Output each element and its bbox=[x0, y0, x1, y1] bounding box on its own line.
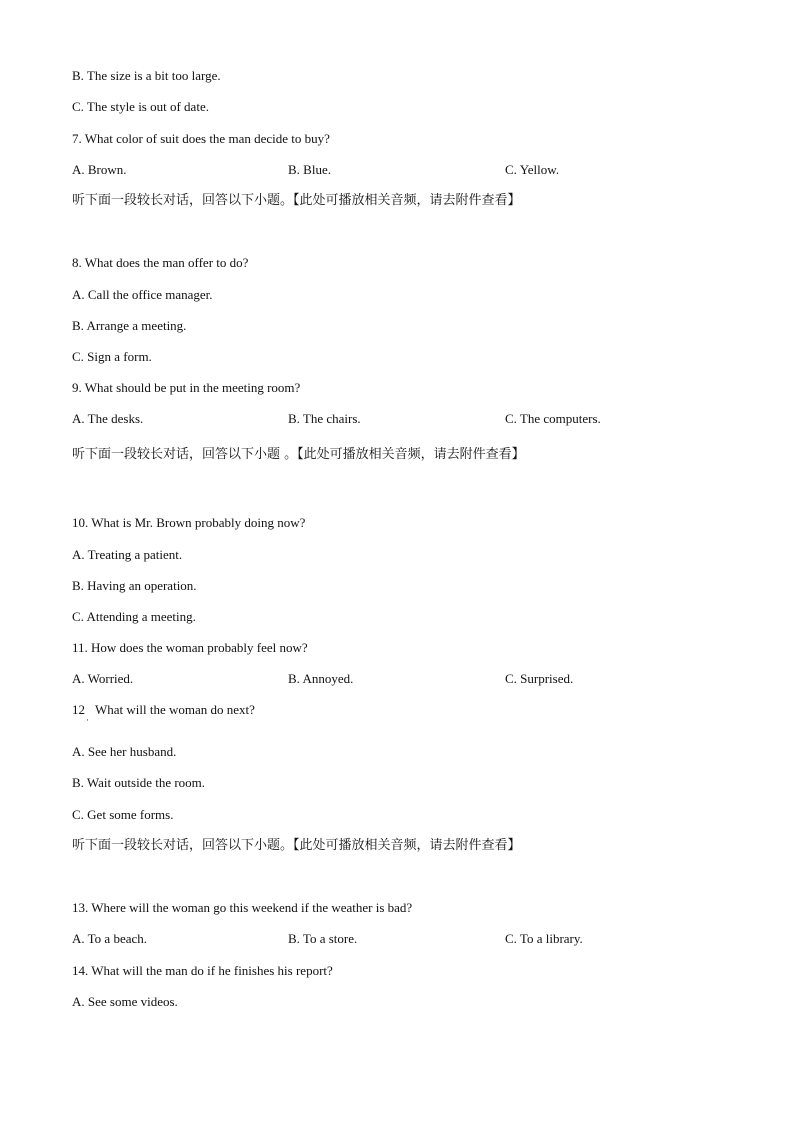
q7-option-b: B. Blue. bbox=[288, 162, 331, 177]
q7-option-a: A. Brown. bbox=[72, 162, 127, 177]
instruction-2: 听下面一段较长对话，回答以下小题 。【此处可播放相关音频，请去附件查看】 bbox=[72, 447, 525, 462]
q11-question: 11. How does the woman probably feel now? bbox=[72, 640, 308, 655]
q6-option-b: B. The size is a bit too large. bbox=[72, 68, 221, 83]
q9-question: 9. What should be put in the meeting room? bbox=[72, 380, 301, 395]
q12-option-b: B. Wait outside the room. bbox=[72, 775, 206, 790]
q13-option-b: B. To a store. bbox=[288, 931, 358, 946]
q9-option-b: B. The chairs. bbox=[288, 411, 361, 426]
q12-option-a: A. See her husband. bbox=[72, 744, 177, 759]
q10-option-a: A. Treating a patient. bbox=[72, 547, 183, 562]
q7-question: 7. What color of suit does the man decide to buy? bbox=[72, 131, 330, 146]
q13-option-a: A. To a beach. bbox=[72, 931, 148, 946]
q13-option-c: C. To a library. bbox=[505, 931, 583, 946]
q10-option-c: C. Attending a meeting. bbox=[72, 609, 196, 624]
q12-number: 12 bbox=[72, 702, 85, 717]
q12-option-c: C. Get some forms. bbox=[72, 807, 174, 822]
q11-option-a: A. Worried. bbox=[72, 671, 134, 686]
q6-option-c: C. The style is out of date. bbox=[72, 99, 209, 114]
q13-question: 13. Where will the woman go this weekend if the weather is bad? bbox=[72, 900, 413, 915]
q11-option-c: C. Surprised. bbox=[505, 671, 574, 686]
q10-option-b: B. Having an operation. bbox=[72, 578, 197, 593]
instruction-1: 听下面一段较长对话，回答以下小题。【此处可播放相关音频，请去附件查看】 bbox=[72, 193, 521, 208]
q9-option-c: C. The computers. bbox=[505, 411, 601, 426]
instruction-3: 听下面一段较长对话，回答以下小题。【此处可播放相关音频，请去附件查看】 bbox=[72, 838, 521, 853]
q7-option-c: C. Yellow. bbox=[505, 162, 560, 177]
q8-option-a: A. Call the office manager. bbox=[72, 287, 213, 302]
q9-option-a: A. The desks. bbox=[72, 411, 144, 426]
q8-option-c: C. Sign a form. bbox=[72, 349, 152, 364]
q8-question: 8. What does the man offer to do? bbox=[72, 255, 249, 270]
q12-dot: · bbox=[86, 715, 89, 725]
q14-option-a: A. See some videos. bbox=[72, 994, 178, 1009]
q14-question: 14. What will the man do if he finishes his report? bbox=[72, 963, 333, 978]
q10-question: 10. What is Mr. Brown probably doing now? bbox=[72, 515, 306, 530]
q11-option-b: B. Annoyed. bbox=[288, 671, 354, 686]
q8-option-b: B. Arrange a meeting. bbox=[72, 318, 187, 333]
q12-question: What will the woman do next? bbox=[95, 702, 255, 717]
